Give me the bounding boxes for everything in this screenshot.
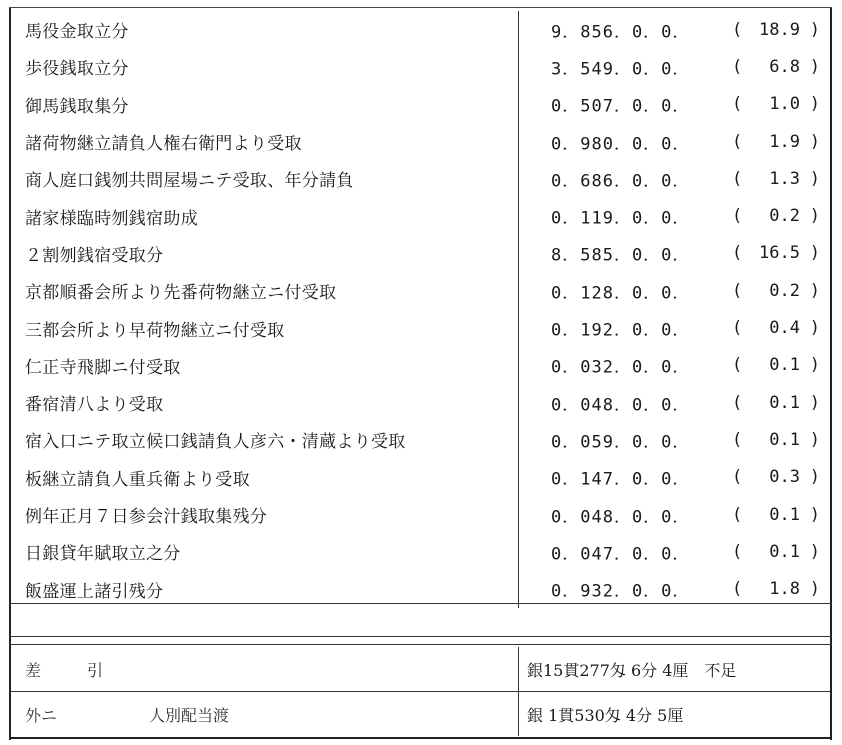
table-bottom-border xyxy=(9,737,832,739)
row-percent xyxy=(732,355,820,375)
row-value-cell xyxy=(519,235,831,272)
row-amount: 0．048．0．0． xyxy=(551,395,691,416)
table-row xyxy=(10,347,830,384)
percent-value: 0.1 xyxy=(769,355,800,376)
paren-close: ) xyxy=(809,318,820,339)
table-row xyxy=(10,160,830,197)
paren-open: ( xyxy=(732,429,743,450)
summary-label-b: 人別配当渡 xyxy=(149,705,230,725)
row-amount: 0．686．0．0． xyxy=(551,171,691,192)
row-label: 板継立請負人重兵衛より受取 xyxy=(10,459,519,496)
paren-open: ( xyxy=(732,467,743,488)
row-amount: 0．119．0．0． xyxy=(551,208,691,229)
row-value-cell xyxy=(519,384,831,421)
percent-value: 6.8 xyxy=(769,56,800,77)
row-percent xyxy=(732,169,820,189)
row-value-cell xyxy=(519,197,831,234)
percent-value: 1.8 xyxy=(769,579,800,600)
table-row xyxy=(10,496,830,533)
row-amount: 0．047．0．0． xyxy=(551,544,691,565)
row-amount: 8．585．0．0． xyxy=(551,245,691,266)
summary-value: 銀 1貫530匁 4分 5厘 xyxy=(519,692,831,737)
paren-close: ) xyxy=(809,579,820,600)
paren-open: ( xyxy=(732,579,743,600)
table-row xyxy=(10,272,830,309)
row-label: 御馬銭取集分 xyxy=(10,86,519,123)
row-value-cell xyxy=(519,48,831,85)
row-percent xyxy=(732,318,820,338)
row-value-cell xyxy=(519,86,831,123)
paren-open: ( xyxy=(732,56,743,77)
paren-close: ) xyxy=(809,19,820,40)
row-label: 三都会所より早荷物継立ニ付受取 xyxy=(10,309,519,346)
income-rows xyxy=(10,11,830,608)
row-label: 京都順番会所より先番荷物継立ニ付受取 xyxy=(10,272,519,309)
percent-value: 0.1 xyxy=(769,504,800,525)
row-label: 諸荷物継立請負人権右衛門より受取 xyxy=(10,123,519,160)
paren-close: ) xyxy=(809,541,820,562)
row-value-cell xyxy=(519,459,831,496)
row-value-cell xyxy=(519,11,831,48)
row-amount: 0．059．0．0． xyxy=(551,432,691,453)
summary-label-a: 差 xyxy=(25,660,42,680)
row-percent xyxy=(732,505,820,525)
row-label: 商人庭口銭刎共問屋場ニテ受取、年分請負 xyxy=(10,160,519,197)
table-row xyxy=(10,533,830,570)
summary-value: 銀15貫277匁 6分 4厘 不足 xyxy=(527,660,737,680)
paren-close: ) xyxy=(809,504,820,525)
double-rule xyxy=(9,644,832,645)
table-row xyxy=(10,11,830,48)
table-row xyxy=(10,86,830,123)
row-label: 日銀貸年賦取立之分 xyxy=(10,533,519,570)
paren-open: ( xyxy=(732,392,743,413)
paren-open: ( xyxy=(732,168,743,189)
row-label: 馬役金取立分 xyxy=(10,11,519,48)
paren-open: ( xyxy=(732,206,743,227)
row-value-cell xyxy=(519,496,831,533)
row-amount: 9．856．0．0． xyxy=(551,22,691,43)
row-label: 諸家様臨時刎銭宿助成 xyxy=(10,197,519,234)
table-row xyxy=(10,235,830,272)
row-amount: 0．980．0．0． xyxy=(551,134,691,155)
row-value-cell xyxy=(519,347,831,384)
blank-separator-row xyxy=(9,603,832,637)
summary-label-a: 外ニ xyxy=(25,705,58,725)
row-value-cell xyxy=(519,123,831,160)
percent-value: 0.2 xyxy=(769,280,800,301)
row-value-cell xyxy=(519,160,831,197)
summary-row-hoka xyxy=(10,692,830,737)
paren-close: ) xyxy=(809,131,820,152)
row-amount: 0．128．0．0． xyxy=(551,283,691,304)
table-row xyxy=(10,384,830,421)
percent-value: 1.9 xyxy=(769,131,800,152)
row-value-cell xyxy=(519,421,831,458)
summary-label-cell xyxy=(10,692,519,737)
paren-open: ( xyxy=(732,131,743,152)
table-row xyxy=(10,421,830,458)
row-label: 宿入口ニテ取立候口銭請負人彦六・清蔵より受取 xyxy=(10,421,519,458)
percent-value: 0.1 xyxy=(769,429,800,450)
paren-open: ( xyxy=(732,318,743,339)
paren-open: ( xyxy=(732,19,743,40)
paren-open: ( xyxy=(732,280,743,301)
row-percent xyxy=(732,243,820,263)
summary-row-sashihiki xyxy=(10,647,830,692)
percent-value: 16.5 xyxy=(759,243,800,264)
row-value-cell xyxy=(519,309,831,346)
row-amount: 0．932．0．0． xyxy=(551,581,691,602)
row-percent xyxy=(732,579,820,599)
row-label: 飯盛運上諸引残分 xyxy=(10,570,519,607)
row-percent xyxy=(732,206,820,226)
paren-close: ) xyxy=(809,168,820,189)
row-value-cell xyxy=(519,272,831,309)
paren-close: ) xyxy=(809,94,820,115)
table-row xyxy=(10,309,830,346)
row-label: 番宿清八より受取 xyxy=(10,384,519,421)
row-percent xyxy=(732,20,820,40)
row-percent xyxy=(732,57,820,77)
percent-value: 0.3 xyxy=(769,467,800,488)
paren-open: ( xyxy=(732,94,743,115)
paren-close: ) xyxy=(809,206,820,227)
row-amount: 0．032．0．0． xyxy=(551,357,691,378)
row-label: 仁正寺飛脚ニ付受取 xyxy=(10,347,519,384)
summary-label-cell xyxy=(10,647,519,692)
paren-close: ) xyxy=(809,56,820,77)
row-label: 例年正月７日参会汁銭取集残分 xyxy=(10,496,519,533)
percent-value: 0.1 xyxy=(769,392,800,413)
summary-table xyxy=(10,647,830,736)
row-percent xyxy=(732,132,820,152)
paren-close: ) xyxy=(809,392,820,413)
row-percent xyxy=(732,430,820,450)
row-percent xyxy=(732,393,820,413)
table-row xyxy=(10,459,830,496)
row-value-cell xyxy=(519,533,831,570)
row-percent xyxy=(732,281,820,301)
row-amount: 0．048．0．0． xyxy=(551,507,691,527)
row-percent xyxy=(732,94,820,114)
percent-value: 1.3 xyxy=(769,168,800,189)
row-percent xyxy=(732,542,820,562)
summary-label-b: 引 xyxy=(87,660,104,680)
paren-open: ( xyxy=(732,243,743,264)
table-row xyxy=(10,48,830,85)
row-amount: 0．192．0．0． xyxy=(551,320,691,341)
income-table xyxy=(10,11,830,608)
table-top-border xyxy=(9,7,832,8)
table-row xyxy=(10,123,830,160)
paren-close: ) xyxy=(809,355,820,376)
row-label: ２割刎銭宿受取分 xyxy=(10,235,519,272)
percent-value: 0.1 xyxy=(769,541,800,562)
paren-close: ) xyxy=(809,467,820,488)
row-label: 歩役銭取立分 xyxy=(10,48,519,85)
paren-close: ) xyxy=(809,280,820,301)
paren-close: ) xyxy=(809,429,820,450)
row-amount: 0．147．0．0． xyxy=(551,469,691,490)
row-amount: 0．507．0．0． xyxy=(551,96,691,117)
paren-open: ( xyxy=(732,541,743,562)
percent-value: 18.9 xyxy=(759,19,800,40)
percent-value: 1.0 xyxy=(769,94,800,115)
table-row xyxy=(10,197,830,234)
row-amount: 3．549．0．0． xyxy=(551,59,691,80)
paren-close: ) xyxy=(809,243,820,264)
percent-value: 0.4 xyxy=(769,318,800,339)
row-percent xyxy=(732,467,820,487)
paren-open: ( xyxy=(732,355,743,376)
paren-open: ( xyxy=(732,504,743,525)
percent-value: 0.2 xyxy=(769,206,800,227)
